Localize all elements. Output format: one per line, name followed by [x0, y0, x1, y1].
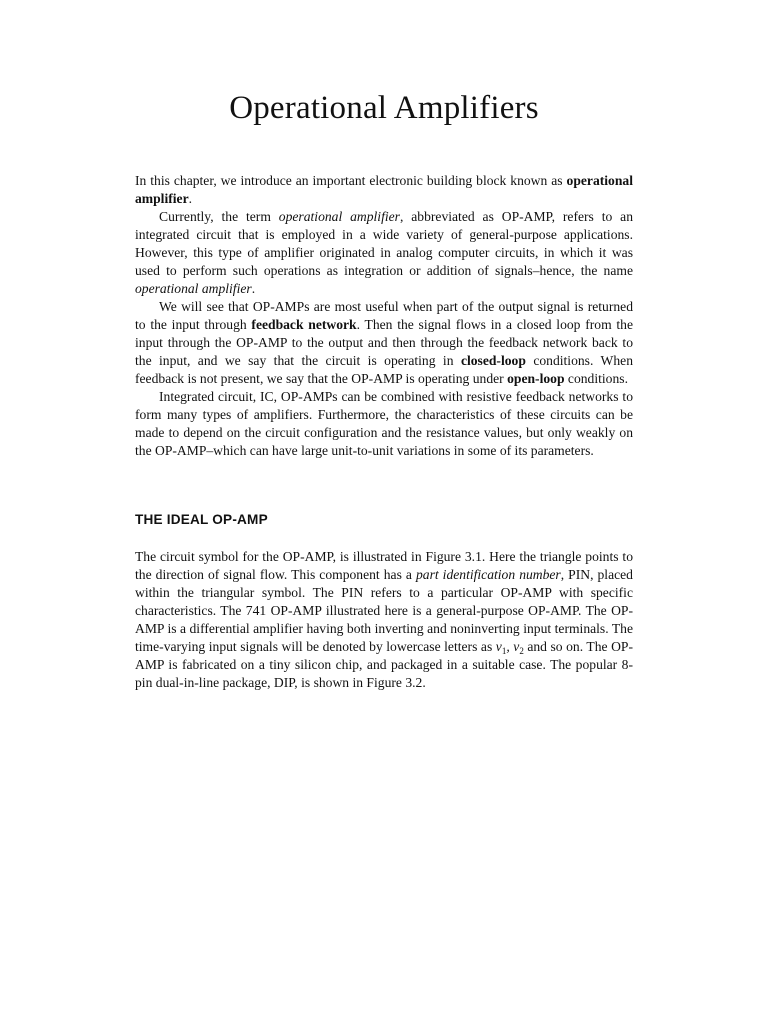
math-subscript-2: 2 — [519, 646, 524, 656]
section-p1-text-2: , PIN, placed within the triangular symbol. The PIN refers to a particular OP-AMP with specific characteristics. The 741 OP-AMP illustrated here is a general-purpose OP-AMP. The OP-AMP is a differential amplifier having both inverting and noninverting input terminals. The time-varying input signals will be denoted by lowercase letters as — [135, 567, 633, 654]
intro-p1-text-2: . — [188, 191, 193, 206]
intro-text — [135, 172, 633, 460]
emphasis-part-identification-number: part identification number — [415, 567, 561, 582]
math-comma: , — [506, 639, 514, 654]
intro-p3-text-4: conditions. — [564, 371, 628, 386]
math-v1-v2 — [496, 639, 524, 654]
page-title: Operational Amplifiers — [229, 90, 539, 126]
intro-p3-text-3: conditions. When feedback is not present, we say that the OP-AMP is operating under — [135, 353, 633, 386]
intro-p3-text-1: We will see that OP-AMPs are most useful when part of the output signal is returned to the input through — [135, 299, 633, 332]
math-v-symbol-1: v — [495, 639, 502, 654]
term-open-loop: open-loop — [507, 371, 565, 386]
section-p1-text-3: and so on. The OP-AMP is fabricated on a tiny silicon chip, and packaged in a suitable case. The popular 8-pin dual-in-line package, DIP, is shown in Figure 3.2. — [135, 639, 633, 690]
term-closed-loop: closed-loop — [460, 353, 526, 368]
intro-p2-text-3: . — [251, 281, 256, 296]
section-heading: THE IDEAL OP-AMP — [135, 512, 268, 527]
intro-paragraph-2 — [135, 208, 633, 298]
emphasis-operational-amplifier-2: operational amplifier — [135, 281, 252, 296]
intro-p1-text-1: In this chapter, we introduce an important electronic building block known as — [135, 173, 567, 188]
section-p1-text-1: The circuit symbol for the OP-AMP, is illustrated in Figure 3.1. Here the triangle points to the direction of signal flow. This component has a — [135, 549, 633, 582]
intro-paragraph-3 — [135, 298, 633, 388]
emphasis-operational-amplifier-1: operational amplifier — [278, 209, 400, 224]
section-paragraph-1 — [135, 548, 633, 692]
intro-p2-text-2: , abbreviated as OP-AMP, refers to an integrated circuit that is employed in a wide variety of general-purpose applications. However, this type of amplifier originated in analog computer circuits, in which it was used to perform such operations as integration or addition of signals–hence, the name — [135, 209, 634, 278]
intro-paragraph-4 — [135, 388, 633, 460]
intro-p2-text-1: Currently, the term — [159, 209, 279, 224]
intro-p3-text-2: . Then the signal flows in a closed loop from the input through the OP-AMP to the output and then through the feedback network back to the input, and we say that the circuit is operating in — [135, 317, 633, 368]
section-text — [135, 548, 633, 692]
intro-p4-text-1: Integrated circuit, IC, OP-AMPs can be combined with resistive feedback networks to form many types of amplifiers. Furthermore, the characteristics of these circuits can be made to depend on the circuit configuration and the resistance values, but only weakly on the OP-AMP–which can have large unit-to-unit variations in some of its parameters. — [135, 389, 633, 458]
intro-paragraph-1 — [135, 172, 633, 208]
math-subscript-1: 1 — [501, 646, 507, 656]
math-v-symbol-2: v — [513, 639, 520, 654]
term-operational-amplifier: operational amplifier — [135, 173, 633, 206]
term-feedback-network: feedback network — [251, 317, 357, 332]
